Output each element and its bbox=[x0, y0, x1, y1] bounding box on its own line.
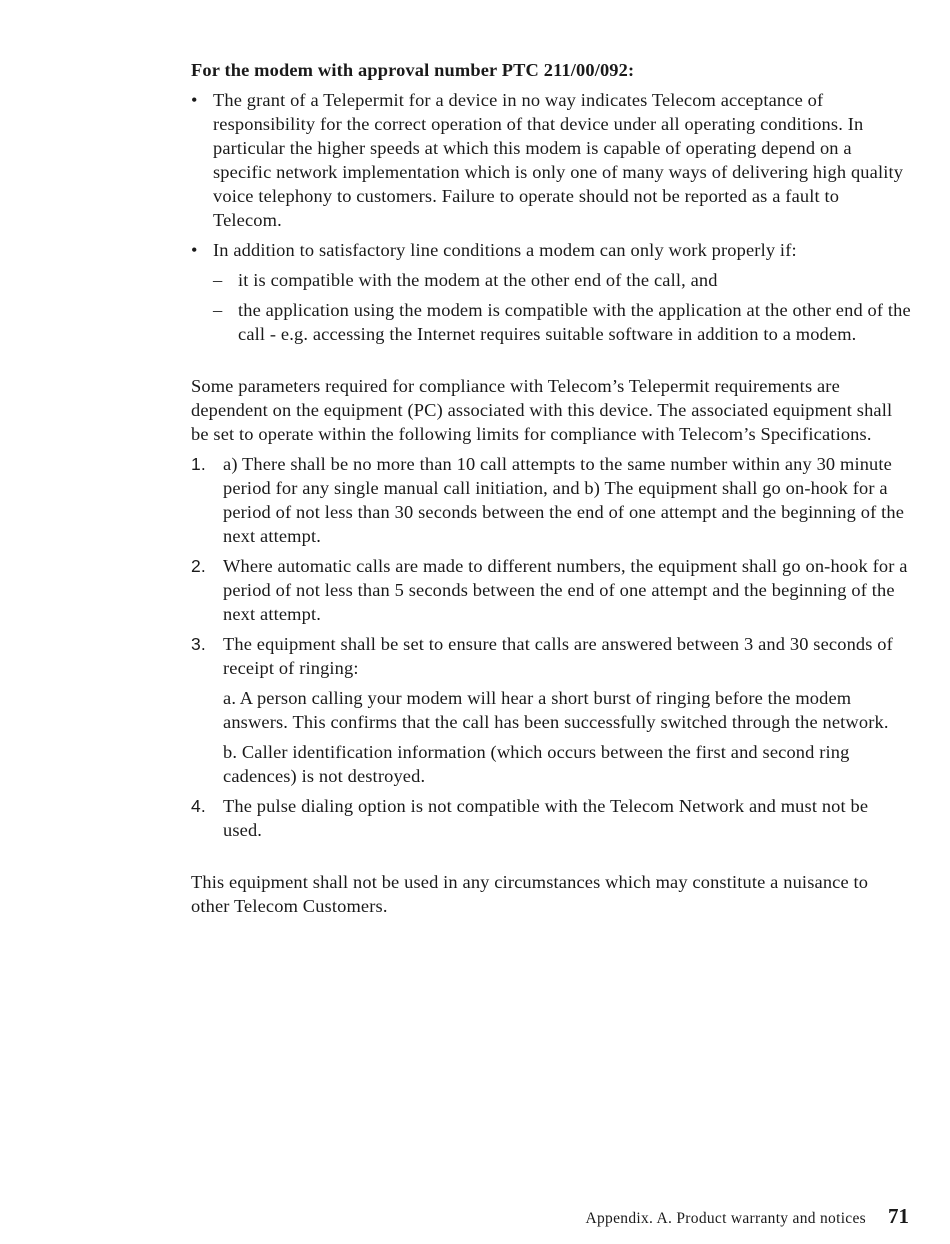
bullet-text: In addition to satisfactory line conditions a modem can only work properly if: bbox=[213, 240, 797, 260]
dash-text: it is compatible with the modem at the other end of the call, and bbox=[238, 270, 718, 290]
dash-item bbox=[213, 298, 911, 346]
numbered-item bbox=[191, 632, 911, 788]
numbered-item bbox=[191, 794, 911, 842]
numbered-item bbox=[191, 452, 911, 548]
numbered-text: Where automatic calls are made to different numbers, the equipment shall go on-hook for a period of not less than 5 seconds between the end of one attempt and the beginning of the next attempt. bbox=[223, 556, 908, 624]
subparagraph-b: b. Caller identification information (which occurs between the first and second ring cadences) is not destroyed. bbox=[223, 742, 850, 786]
dash-text: the application using the modem is compatible with the application at the other end of the call - e.g. accessing the Internet requires suitable software in addition to a modem. bbox=[238, 300, 911, 344]
subparagraph-a: a. A person calling your modem will hear a short burst of ringing before the modem answers. This confirms that the call has been successfully switched through the network. bbox=[223, 688, 889, 732]
dash-list bbox=[213, 268, 911, 346]
bullet-text: The grant of a Telepermit for a device in no way indicates Telecom acceptance of responsibility for the correct operation of that device under all operating conditions. In particular the higher speeds at which this modem is capable of operating depend on a specific network implementation which is only one of many ways of delivering high quality voice telephony to customers. Failure to operate should not be reported as a fault to Telecom. bbox=[213, 90, 904, 230]
bullet-item bbox=[191, 88, 911, 232]
section-heading: For the modem with approval number PTC 211/00/092: bbox=[191, 60, 635, 80]
numbered-item bbox=[191, 554, 911, 626]
bullet-item bbox=[191, 238, 911, 346]
number-marker: 1. bbox=[191, 454, 206, 474]
footer-section-title: Appendix. A. Product warranty and notices bbox=[585, 1210, 866, 1227]
dash-marker: – bbox=[213, 270, 223, 290]
dash-item bbox=[213, 268, 911, 292]
numbered-text: The equipment shall be set to ensure that calls are answered between 3 and 30 seconds of receipt of ringing: bbox=[223, 634, 893, 678]
numbered-text: The pulse dialing option is not compatible with the Telecom Network and must not be used. bbox=[223, 796, 869, 840]
closing-paragraph: This equipment shall not be used in any circumstances which may constitute a nuisance to other Telecom Customers. bbox=[191, 872, 869, 916]
intro-paragraph: Some parameters required for compliance with Telecom’s Telepermit requirements are dependent on the equipment (PC) associated with this device. The associated equipment shall be set to operate within the following limits for compliance with Telecom’s Specifications. bbox=[191, 376, 893, 444]
bullet-marker: • bbox=[191, 240, 198, 260]
page-footer bbox=[586, 1204, 909, 1229]
numbered-text: a) There shall be no more than 10 call attempts to the same number within any 30 minute period for any single manual call initiation, and b) The equipment shall go on-hook for a period of not less than 30 seconds between the end of one attempt and the beginning of the next attempt. bbox=[223, 454, 905, 546]
numbered-list bbox=[191, 452, 911, 842]
bullet-marker: • bbox=[191, 90, 198, 110]
number-marker: 3. bbox=[191, 634, 206, 654]
number-marker: 2. bbox=[191, 556, 206, 576]
document-body bbox=[191, 58, 911, 918]
bullet-list bbox=[191, 88, 911, 346]
dash-marker: – bbox=[213, 300, 223, 320]
page-number: 71 bbox=[888, 1204, 909, 1228]
number-marker: 4. bbox=[191, 796, 206, 816]
